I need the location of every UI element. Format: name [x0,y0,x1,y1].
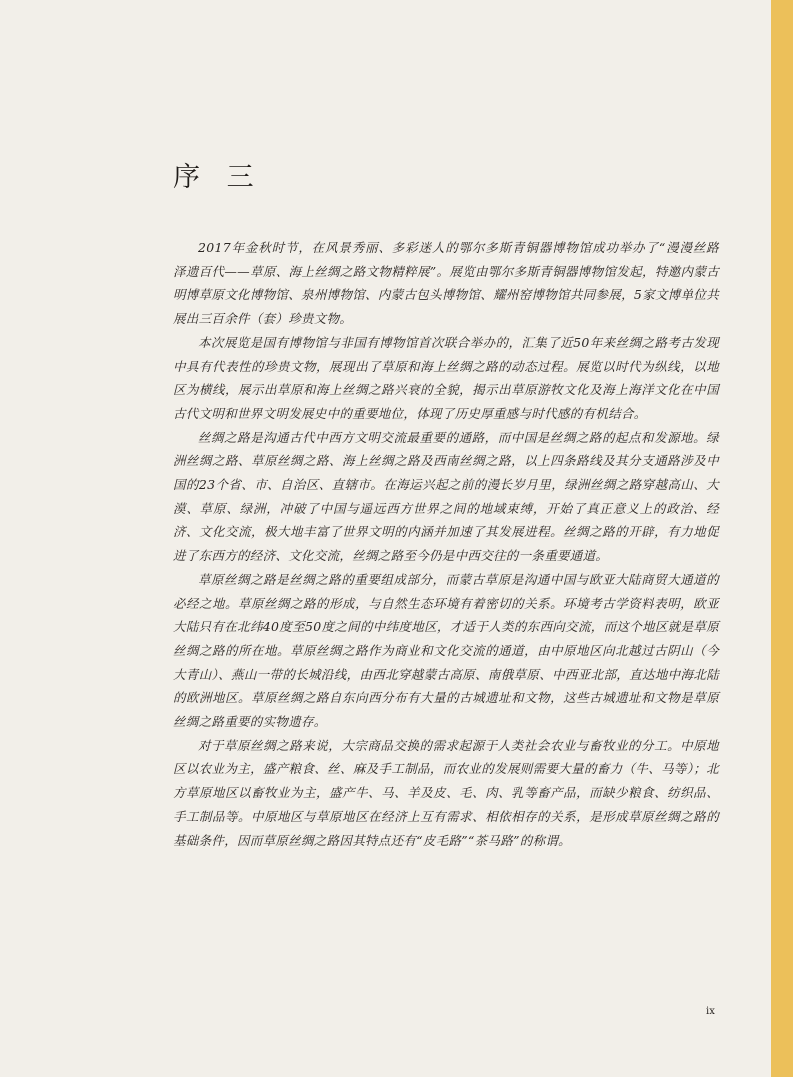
paragraph: 草原丝绸之路是丝绸之路的重要组成部分，而蒙古草原是沟通中国与欧亚大陆商贸大通道的必经之地。草原丝绸之路的形成，与自然生态环境有着密切的关系。环境考古学资料表明，欧亚大陆只有在北纬40度至50度之间的中纬度地区，才适于人类的东西向交流，而这个地区就是草原丝绸之路的所在地。草原丝绸之路作为商业和文化交流的通道，由中原地区向北越过古阴山（今大青山）、燕山一带的长城沿线，由西北穿越蒙古高原、南俄草原、中西亚北部，直达地中海北陆的欧洲地区。草原丝绸之路自东向西分布有大量的古城遗址和文物，这些古城遗址和文物是草原丝绸之路重要的实物遗存。 [173,571,719,730]
page-title: 序 三 [173,162,263,193]
paragraph: 2017年金秋时节，在风景秀丽、多彩迷人的鄂尔多斯青铜器博物馆成功举办了“漫漫丝路 泽遗百代——草原、海上丝绸之路文物精粹展”。展览由鄂尔多斯青铜器博物馆发起，特邀内蒙古明博草原文化博物馆、泉州博物馆、内蒙古包头博物馆、耀州窑博物馆共同参展，5家文博单位共展出三百余件（套）珍贵文物。 [173,240,732,327]
paragraph: 对于草原丝绸之路来说，大宗商品交换的需求起源于人类社会农业与畜牧业的分工。中原地区以农业为主，盛产粮食、丝、麻及手工制品，而农业的发展则需要大量的畜力（牛、马等）；北方草原地区以畜牧业为主，盛产牛、马、羊及皮、毛、肉、乳等畜产品，而缺少粮食、纺织品、手工制品等。中原地区与草原地区在经济上互有需求、相依相存的关系，是形成草原丝绸之路的基础条件，因而草原丝绸之路因其特点还有“皮毛路”“茶马路”的称谓。 [173,737,719,848]
body-text [173,236,732,852]
page-edge-bar [771,0,793,1077]
page-number: ix [706,1006,715,1017]
paragraph: 丝绸之路是沟通古代中西方文明交流最重要的通路，而中国是丝绸之路的起点和发源地。绿洲丝绸之路、草原丝绸之路、海上丝绸之路及西南丝绸之路，以上四条路线及其分支通路涉及中国的23个省、市、自治区、直辖市。在海运兴起之前的漫长岁月里，绿洲丝绸之路穿越高山、大漠、草原、绿洲，冲破了中国与遥远西方世界之间的地域束缚，开始了真正意义上的政治、经济、文化交流，极大地丰富了世界文明的内涵并加速了其发展进程。丝绸之路的开辟，有力地促进了东西方的经济、文化交流，丝绸之路至今仍是中西交往的一条重要通道。 [173,429,719,564]
paragraph: 本次展览是国有博物馆与非国有博物馆首次联合举办的，汇集了近50年来丝绸之路考古发现中具有代表性的珍贵文物，展现出了草原和海上丝绸之路的动态过程。展览以时代为纵线，以地区为横线，展示出草原和海上丝绸之路兴衰的全貌，揭示出草原游牧文化及海上海洋文化在中国古代文明和世界文明发展史中的重要地位，体现了历史厚重感与时代感的有机结合。 [173,334,719,421]
